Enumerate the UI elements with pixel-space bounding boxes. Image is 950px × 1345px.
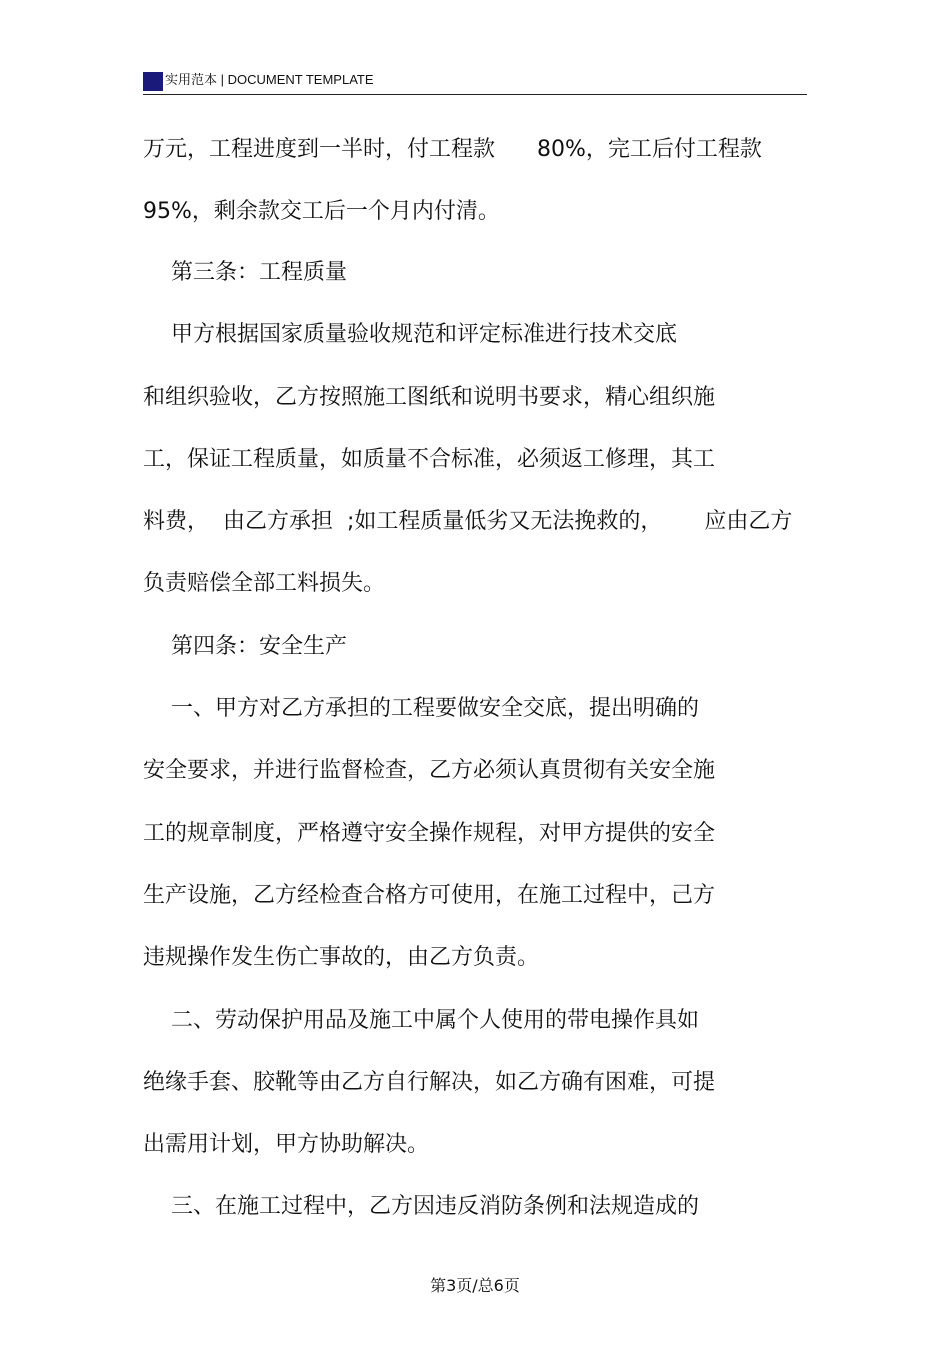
text-line: 生产设施，乙方经检查合格方可使用，在施工过程中，己方: [143, 883, 716, 908]
text-line: 违规操作发生伤亡事故的，由乙方负责。: [143, 945, 540, 970]
text-line: 三、在施工过程中，乙方因违反消防条例和法规造成的: [143, 1194, 699, 1219]
section-heading: 第三条：工程质量: [143, 260, 347, 285]
logo-icon: [143, 72, 163, 91]
text-line: 负责赔偿全部工料损失。: [143, 571, 386, 596]
text-line: 绝缘手套、胶靴等由乙方自行解决，如乙方确有困难，可提: [143, 1070, 716, 1095]
text-line: 安全要求，并进行监督检查，乙方必须认真贯彻有关安全施: [143, 758, 716, 783]
text-line: 工的规章制度，严格遵守安全操作规程，对甲方提供的安全: [143, 821, 716, 846]
text-line: 工，保证工程质量，如质量不合标准，必须返工修理，其工: [143, 447, 716, 472]
text-line: 出需用计划，甲方协助解决。: [143, 1132, 430, 1157]
page-number: 第3页/总6页: [430, 1276, 520, 1295]
text-line: 万元，工程进度到一半时，付工程款 80%，完工后付工程款: [143, 137, 762, 162]
text-line: 料费， 由乙方承担 ;如工程质量低劣又无法挽救的， 应由乙方: [143, 509, 793, 534]
section-heading: 第四条：安全生产: [143, 634, 347, 659]
text-line: 95%，剩余款交工后一个月内付清。: [143, 199, 500, 224]
text-line: 甲方根据国家质量验收规范和评定标准进行技术交底: [143, 322, 677, 347]
text-line: 和组织验收，乙方按照施工图纸和说明书要求，精心组织施: [143, 385, 716, 410]
document-header: [143, 70, 807, 95]
text-line: 二、劳动保护用品及施工中属个人使用的带电操作具如: [143, 1008, 699, 1033]
text-line: 一、甲方对乙方承担的工程要做安全交底，提出明确的: [143, 696, 699, 721]
header-title: 实用范本 | DOCUMENT TEMPLATE: [165, 72, 374, 87]
